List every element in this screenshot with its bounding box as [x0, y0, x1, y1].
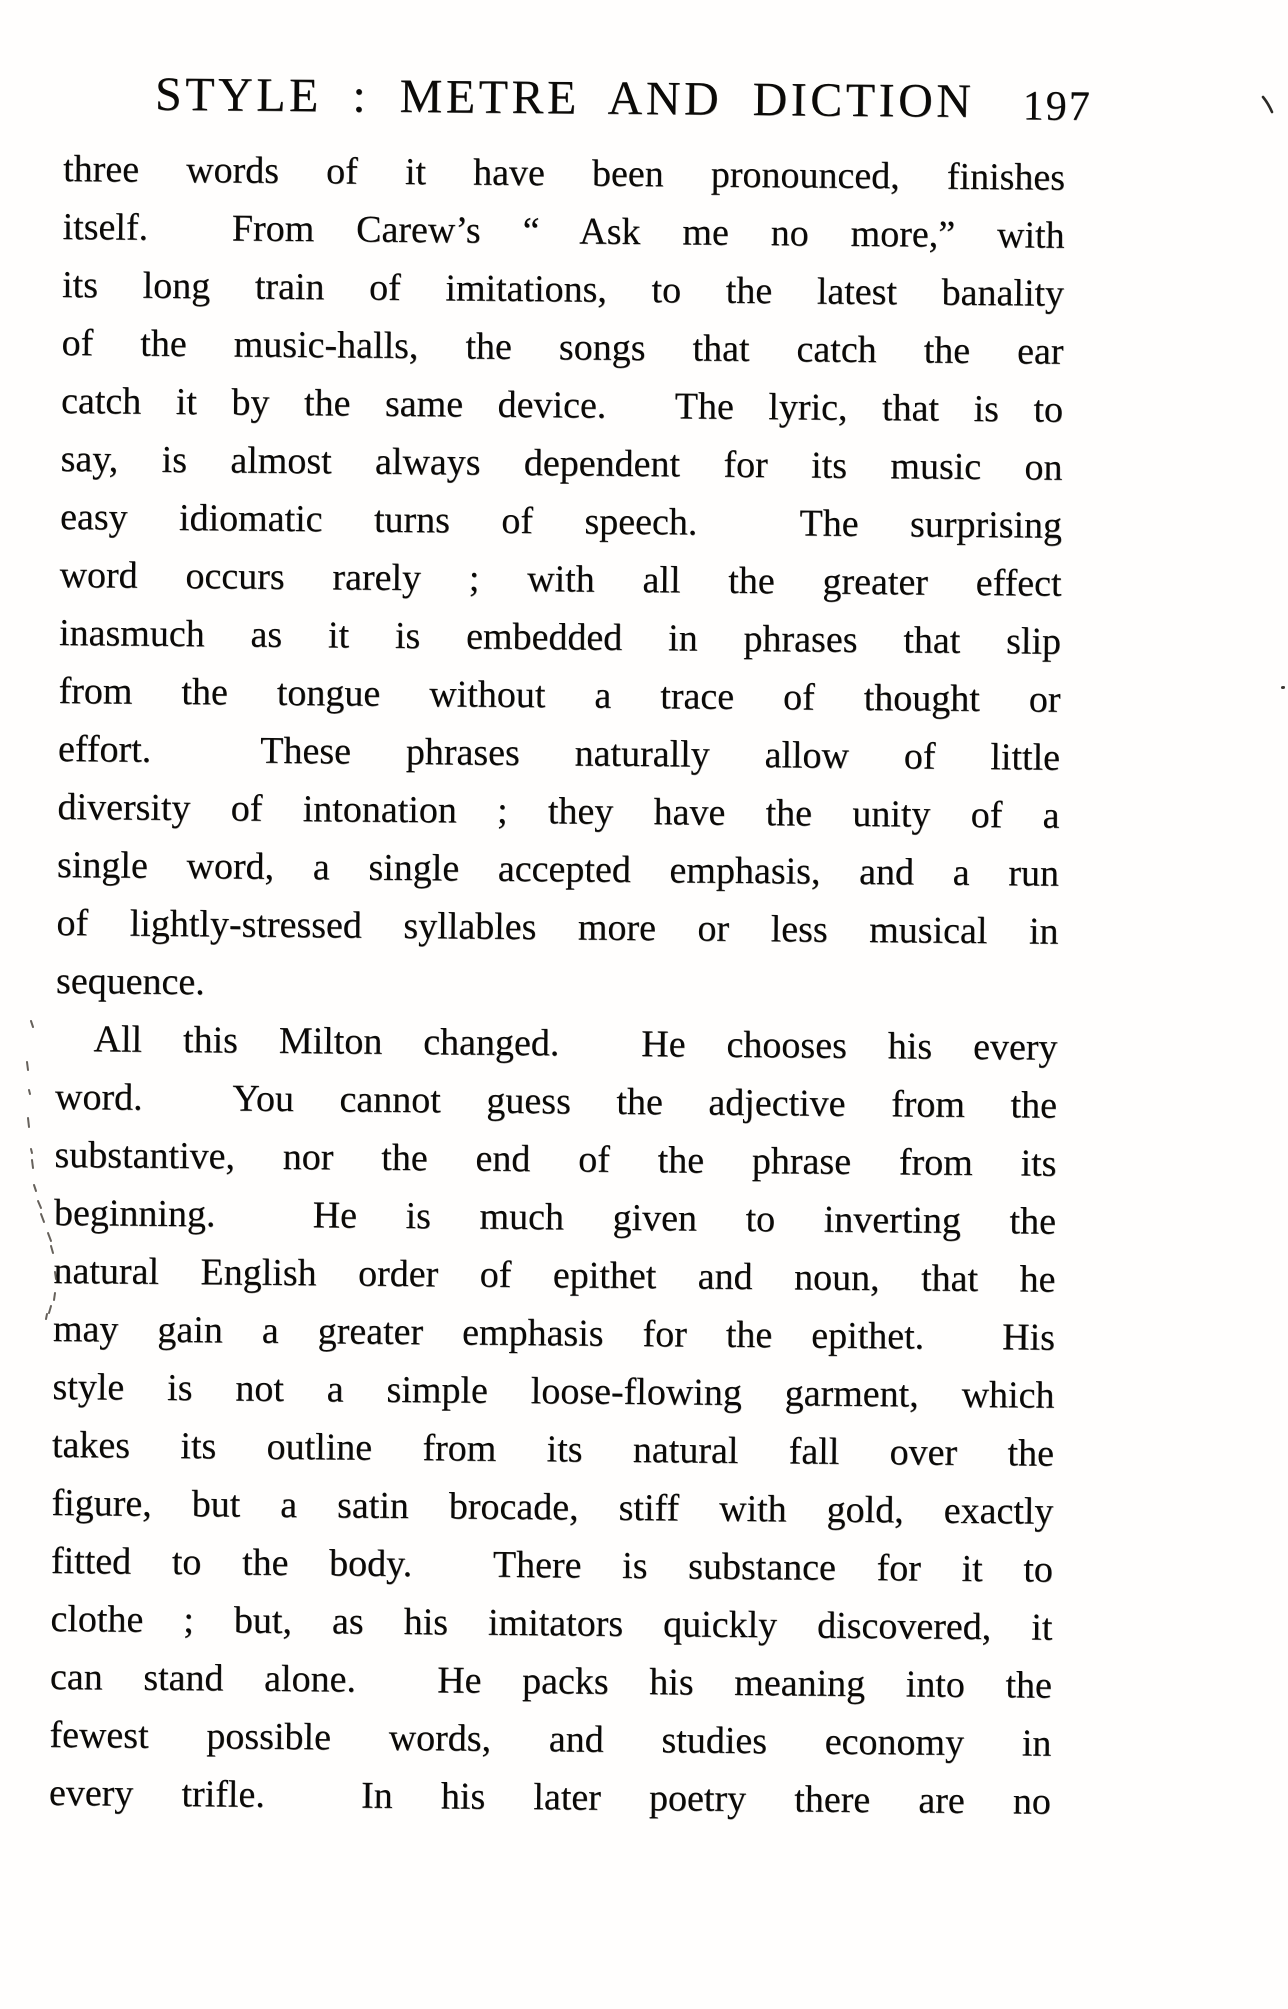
paragraph [49, 1010, 1058, 1831]
text-line: may gain a greater emphasis for the epithet. His [52, 1307, 1056, 1359]
text-line: clothe ; but, as his imitators quickly discovered, it [50, 1597, 1053, 1649]
text-line: every trifle. In his later poetry there are no [48, 1771, 1052, 1823]
text-line: style is not a simple loose-flowing garment, which [52, 1365, 1055, 1417]
text-line: natural English order of epithet and noun, that he [53, 1249, 1056, 1301]
text-line: word. You cannot guess the adjective from the [54, 1075, 1058, 1127]
text-line: catch it by the same device. The lyric, that is to [60, 379, 1064, 431]
page-number: 197 [1022, 83, 1092, 130]
text-line: of lightly-stressed syllables more or less musical in [56, 901, 1059, 953]
text-line: single word, a single accepted emphasis, and a run [56, 843, 1060, 895]
page-header-title: STYLE : METRE AND DICTION [154, 67, 975, 128]
text-line: figure, but a satin brocade, stiff with gold, exactly [51, 1481, 1054, 1533]
text-line: sequence. [55, 959, 205, 1004]
page-body [49, 140, 1066, 1831]
text-line: say, is almost always dependent for its music on [60, 437, 1063, 489]
text-line: easy idiomatic turns of speech. The surprising [59, 495, 1063, 547]
text-line: can stand alone. He packs his meaning into the [49, 1655, 1053, 1707]
paragraph [56, 140, 1066, 1019]
text-line: word occurs rarely ; with all the greater effect [59, 553, 1062, 605]
text-line: effort. These phrases naturally allow of little [57, 727, 1061, 779]
scan-tick-artifact [1256, 92, 1280, 118]
text-line: fitted to the body. There is substance for it to [50, 1539, 1054, 1591]
scan-speck-artifact [1281, 686, 1285, 689]
text-line: from the tongue without a trace of thought or [58, 669, 1061, 721]
text-line: fewest possible words, and studies economy in [49, 1713, 1052, 1765]
text-line: substantive, nor the end of the phrase from its [54, 1133, 1057, 1185]
text-line: diversity of intonation ; they have the unity of a [57, 785, 1060, 837]
running-header [63, 66, 1092, 135]
text-line: inasmuch as it is embedded in phrases that slip [58, 611, 1062, 663]
pencil-marks-artifact [10, 1008, 70, 1348]
text-line: three words of it have been pronounced, finishes [62, 147, 1066, 199]
scanned-text-block [48, 66, 1092, 1831]
text-line: All this Milton changed. He chooses his every [93, 1018, 1058, 1069]
text-line: beginning. He is much given to inverting the [53, 1191, 1057, 1243]
text-line: its long train of imitations, to the latest banality [61, 263, 1065, 315]
text-line: itself. From Carew’s “ Ask me no more,” with [62, 205, 1065, 257]
text-line: takes its outline from its natural fall over the [51, 1423, 1055, 1475]
text-line: of the music-halls, the songs that catch the ear [61, 321, 1064, 373]
